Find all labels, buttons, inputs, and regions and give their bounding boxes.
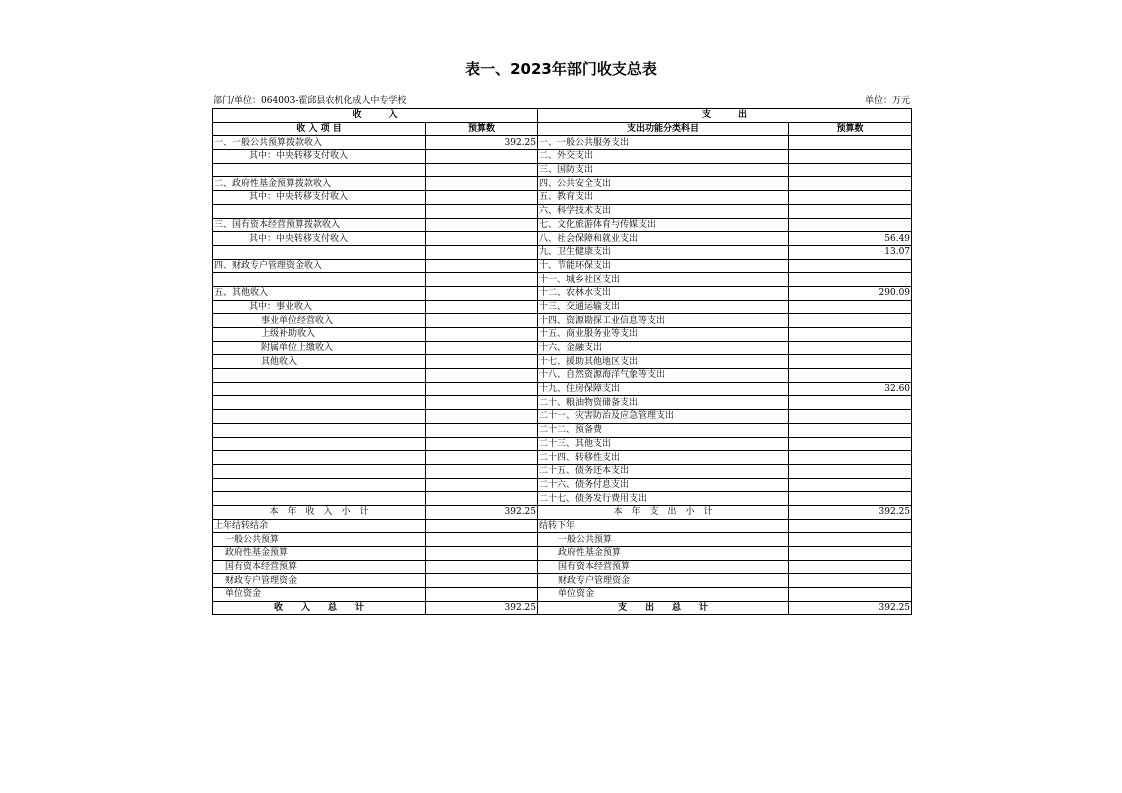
income-budget-cell [426,369,538,383]
carryover-expense-value [789,519,912,533]
expense-item-cell: 四、公共安全支出 [538,177,789,191]
carryover-expense-value [789,533,912,547]
carryover-expense-label: 一般公共预算 [538,533,789,547]
income-budget-cell: 392.25 [426,136,538,150]
expense-item-cell: 六、科学技术支出 [538,204,789,218]
carryover-row [213,547,912,561]
income-budget-cell [426,423,538,437]
income-budget-cell [426,259,538,273]
income-budget-cell [426,314,538,328]
expense-item-cell: 二十、粮油物资储备支出 [538,396,789,410]
expense-item-cell: 十三、交通运输支出 [538,300,789,314]
expense-budget-cell [789,396,912,410]
expense-item-cell: 二十四、转移性支出 [538,451,789,465]
income-budget-cell [426,396,538,410]
income-total-value: 392.25 [426,601,538,615]
subtotal-row [213,505,912,519]
income-budget-cell [426,410,538,424]
income-item-cell [213,478,426,492]
income-item-cell: 其中：中央转移支付收入 [213,191,426,205]
income-item-cell: 其中：中央转移支付收入 [213,150,426,164]
income-budget-cell [426,150,538,164]
expense-budget-cell: 290.09 [789,286,912,300]
table-row [213,232,912,246]
income-header: 收 入 [213,109,538,123]
expense-item-cell: 十二、农林水支出 [538,286,789,300]
carryover-income-value [426,533,538,547]
income-budget-cell [426,191,538,205]
expense-budget-cell [789,191,912,205]
expense-item-cell: 九、卫生健康支出 [538,245,789,259]
income-budget-cell [426,204,538,218]
expense-budget-header: 预算数 [789,122,912,136]
header-row-group [213,109,912,123]
income-item-cell: 其中：事业收入 [213,300,426,314]
income-item-cell: 其他收入 [213,355,426,369]
income-budget-header: 预算数 [426,122,538,136]
expense-budget-cell [789,369,912,383]
table-row [213,410,912,424]
income-budget-cell [426,328,538,342]
income-budget-cell [426,163,538,177]
expense-budget-cell [789,437,912,451]
expense-item-cell: 八、社会保障和就业支出 [538,232,789,246]
income-item-cell: 附属单位上缴收入 [213,341,426,355]
carryover-income-value [426,519,538,533]
income-budget-cell [426,451,538,465]
income-budget-cell [426,464,538,478]
expense-budget-cell [789,204,912,218]
income-item-cell [213,437,426,451]
expense-budget-cell [789,328,912,342]
expense-item-cell: 十一、城乡社区支出 [538,273,789,287]
expense-budget-cell [789,314,912,328]
income-budget-cell [426,177,538,191]
table-row [213,204,912,218]
expense-total-value: 392.25 [789,601,912,615]
table-row [213,259,912,273]
income-item-cell [213,382,426,396]
carryover-income-label: 一般公共预算 [213,533,426,547]
carryover-expense-label: 结转下年 [538,519,789,533]
expense-budget-cell [789,464,912,478]
income-item-cell [213,204,426,218]
income-budget-cell [426,300,538,314]
income-budget-cell [426,245,538,259]
carryover-expense-value [789,588,912,602]
expense-item-cell: 二、外交支出 [538,150,789,164]
expense-budget-cell [789,410,912,424]
carryover-income-label: 国有资本经营预算 [213,560,426,574]
carryover-expense-label: 单位资金 [538,588,789,602]
expense-budget-cell [789,150,912,164]
income-budget-cell [426,341,538,355]
income-item-cell [213,423,426,437]
carryover-expense-label: 财政专户管理资金 [538,574,789,588]
expense-total-label: 支 出 总 计 [538,601,789,615]
page-title: 表一、2023年部门收支总表 [465,60,657,78]
expense-budget-cell [789,355,912,369]
table-row [213,478,912,492]
carryover-row [213,574,912,588]
expense-budget-cell [789,136,912,150]
expense-item-cell: 五、教育支出 [538,191,789,205]
table-row [213,341,912,355]
income-budget-cell [426,437,538,451]
table-row [213,163,912,177]
income-item-header: 收 入 项 目 [213,122,426,136]
income-item-cell: 三、国有资本经营预算拨款收入 [213,218,426,232]
expense-budget-cell [789,492,912,506]
expense-budget-cell [789,273,912,287]
expense-item-cell: 一、一般公共服务支出 [538,136,789,150]
table-row [213,300,912,314]
expense-item-cell: 十九、住房保障支出 [538,382,789,396]
expense-item-cell: 二十六、债务付息支出 [538,478,789,492]
expense-item-cell: 七、文化旅游体育与传媒支出 [538,218,789,232]
expense-item-cell: 二十一、灾害防治及应急管理支出 [538,410,789,424]
expense-budget-cell: 32.60 [789,382,912,396]
table-meta [213,93,910,105]
table-row [213,328,912,342]
expense-item-cell: 十八、自然资源海洋气象等支出 [538,369,789,383]
table-row [213,382,912,396]
income-budget-cell [426,273,538,287]
income-item-cell: 一、一般公共预算拨款收入 [213,136,426,150]
expense-budget-cell [789,177,912,191]
expense-budget-cell [789,478,912,492]
table-row [213,136,912,150]
department-label: 部门/单位：064003-霍邱县农机化成人中专学校 [213,96,407,106]
income-subtotal-value: 392.25 [426,505,538,519]
carryover-income-value [426,547,538,561]
table-row [213,150,912,164]
expense-item-cell: 二十二、预备费 [538,423,789,437]
carryover-row [213,533,912,547]
expense-subtotal-label: 本 年 支 出 小 计 [538,505,789,519]
carryover-income-value [426,574,538,588]
expense-budget-cell [789,451,912,465]
expense-budget-cell: 13.07 [789,245,912,259]
income-item-cell [213,451,426,465]
carryover-expense-value [789,547,912,561]
budget-summary-table [212,108,912,615]
carryover-row [213,588,912,602]
income-item-cell: 上级补助收入 [213,328,426,342]
carryover-row [213,519,912,533]
income-item-cell: 事业单位经营收入 [213,314,426,328]
income-item-cell: 五、其他收入 [213,286,426,300]
carryover-income-label: 单位资金 [213,588,426,602]
table-row [213,396,912,410]
table-row [213,369,912,383]
total-row [213,601,912,615]
carryover-income-label: 政府性基金预算 [213,547,426,561]
income-item-cell [213,410,426,424]
carryover-income-label: 财政专户管理资金 [213,574,426,588]
table-row [213,423,912,437]
expense-budget-cell [789,163,912,177]
carryover-expense-value [789,574,912,588]
table-row [213,492,912,506]
unit-label: 单位：万元 [864,96,910,106]
table-row [213,218,912,232]
carryover-expense-label: 政府性基金预算 [538,547,789,561]
expense-item-cell: 十、节能环保支出 [538,259,789,273]
carryover-income-value [426,560,538,574]
expense-item-header: 支出功能分类科目 [538,122,789,136]
table-row [213,451,912,465]
income-budget-cell [426,355,538,369]
expense-budget-cell [789,300,912,314]
income-item-cell [213,396,426,410]
header-row-columns [213,122,912,136]
income-subtotal-label: 本 年 收 入 小 计 [213,505,426,519]
income-item-cell [213,369,426,383]
income-budget-cell [426,382,538,396]
table-row [213,191,912,205]
income-item-cell [213,492,426,506]
expense-budget-cell [789,259,912,273]
table-row [213,245,912,259]
income-item-cell: 其中：中央转移支付收入 [213,232,426,246]
income-item-cell [213,273,426,287]
expense-item-cell: 十五、商业服务业等支出 [538,328,789,342]
income-budget-cell [426,286,538,300]
table-row [213,437,912,451]
expense-item-cell: 二十七、债务发行费用支出 [538,492,789,506]
income-item-cell [213,163,426,177]
expense-item-cell: 二十三、其他支出 [538,437,789,451]
expense-budget-cell [789,218,912,232]
expense-item-cell: 十四、资源勘探工业信息等支出 [538,314,789,328]
table-row [213,314,912,328]
expense-budget-cell: 56.49 [789,232,912,246]
expense-subtotal-value: 392.25 [789,505,912,519]
table-row [213,355,912,369]
carryover-income-value [426,588,538,602]
table-row [213,273,912,287]
income-item-cell [213,464,426,478]
expense-item-cell: 二十五、债务还本支出 [538,464,789,478]
expense-item-cell: 三、国防支出 [538,163,789,177]
expense-item-cell: 十七、援助其他地区支出 [538,355,789,369]
table-row [213,286,912,300]
carryover-expense-value [789,560,912,574]
expense-budget-cell [789,341,912,355]
carryover-expense-label: 国有资本经营预算 [538,560,789,574]
carryover-income-label: 上年结转结余 [213,519,426,533]
income-budget-cell [426,232,538,246]
expense-header: 支 出 [538,109,912,123]
carryover-row [213,560,912,574]
income-item-cell: 四、财政专户管理资金收入 [213,259,426,273]
income-total-label: 收 入 总 计 [213,601,426,615]
income-budget-cell [426,218,538,232]
income-budget-cell [426,478,538,492]
income-budget-cell [426,492,538,506]
expense-item-cell: 十六、金融支出 [538,341,789,355]
table-row [213,177,912,191]
table-row [213,464,912,478]
expense-budget-cell [789,423,912,437]
income-item-cell [213,245,426,259]
income-item-cell: 二、政府性基金预算拨款收入 [213,177,426,191]
